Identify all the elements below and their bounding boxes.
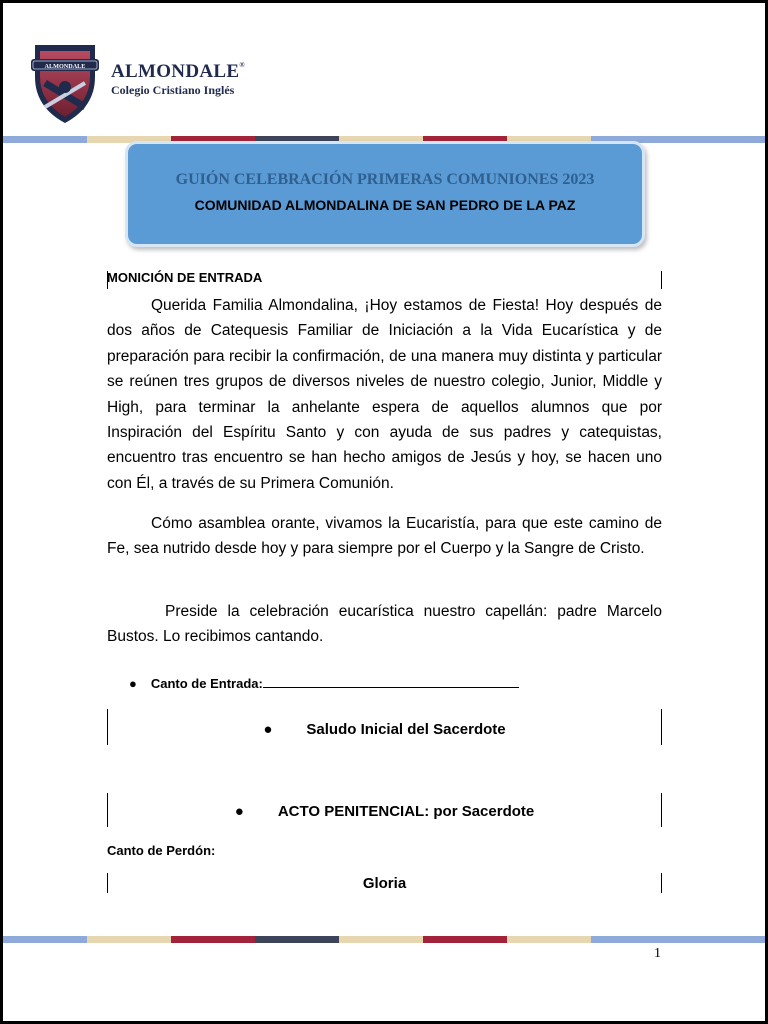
paragraph-welcome: Querida Familia Almondalina, ¡Hoy estamos de Fiesta! Hoy después de dos años de Catequesis Familiar de Iniciación a la Vida Eucarística y de preparación para recibir la confirmación, de una manera muy distinta y particular se reúnen tres grupos de diversos niveles de nuestro colegio, Junior, Middle y High, para terminar la anhelante espera de aquellos alumnos que por Inspiración del Espíritu Santo y con ayuda de sus padres y catequistas, encuentro tras encuentro se han hecho amigos de Jesús y hoy, se hacen uno con Él, a través de su Primera Comunión. (107, 297, 662, 492)
document-page (3, 3, 765, 1021)
crest-banner-text: ALMONDALE (44, 63, 86, 70)
text-boundary-mark (661, 271, 662, 289)
canto-perdon-label: Canto de Perdón: (107, 843, 216, 858)
section-heading: MONICIÓN DE ENTRADA (107, 270, 263, 285)
gloria-label: Gloria (362, 875, 407, 892)
stripe-segment (423, 936, 507, 943)
stripe-segment (171, 936, 255, 943)
almondale-crest-logo (27, 39, 103, 125)
bullet-icon: ● (129, 676, 137, 691)
saludo-label: Saludo Inicial del Sacerdote (306, 721, 506, 738)
canto-entrada-label: Canto de Entrada: (150, 676, 263, 691)
canto-entrada-item (129, 675, 519, 691)
stripe-segment (507, 936, 591, 943)
acto-penitencial-label: ACTO PENITENCIAL: por Sacerdote (277, 803, 535, 820)
document-title: GUIÓN CELEBRACIÓN PRIMERAS COMUNIONES 2023 (175, 171, 595, 188)
bottom-decorative-stripe (3, 936, 765, 943)
fill-in-blank-line (263, 675, 519, 688)
bullet-icon: ● (263, 721, 273, 738)
paragraph-assembly: Cómo asamblea orante, vivamos la Eucaristía, para que este camino de Fe, sea nutrido desde hoy y para siempre por el Cuerpo y la Sangre de Cristo. (107, 515, 662, 558)
stripe-segment (3, 936, 87, 943)
document-subtitle: COMUNIDAD ALMONDALINA DE SAN PEDRO DE LA PAZ (194, 197, 576, 213)
brand-name: ALMONDALE® (111, 61, 245, 82)
trademark-symbol: ® (239, 61, 245, 69)
acto-penitencial-item (107, 803, 662, 820)
stripe-segment (87, 936, 171, 943)
brand-subtitle: Colegio Cristiano Inglés (111, 83, 235, 97)
paragraph-celebrant: Preside la celebración eucarística nuestro capellán: padre Marcelo Bustos. Lo recibimos cantando. (107, 603, 662, 646)
stripe-segment (591, 936, 765, 943)
stripe-segment (3, 136, 87, 143)
stripe-segment (339, 936, 423, 943)
saludo-item (107, 721, 662, 738)
title-box (125, 141, 645, 247)
page-number: 1 (654, 946, 661, 961)
stripe-segment (255, 936, 339, 943)
bullet-icon: ● (234, 803, 244, 820)
